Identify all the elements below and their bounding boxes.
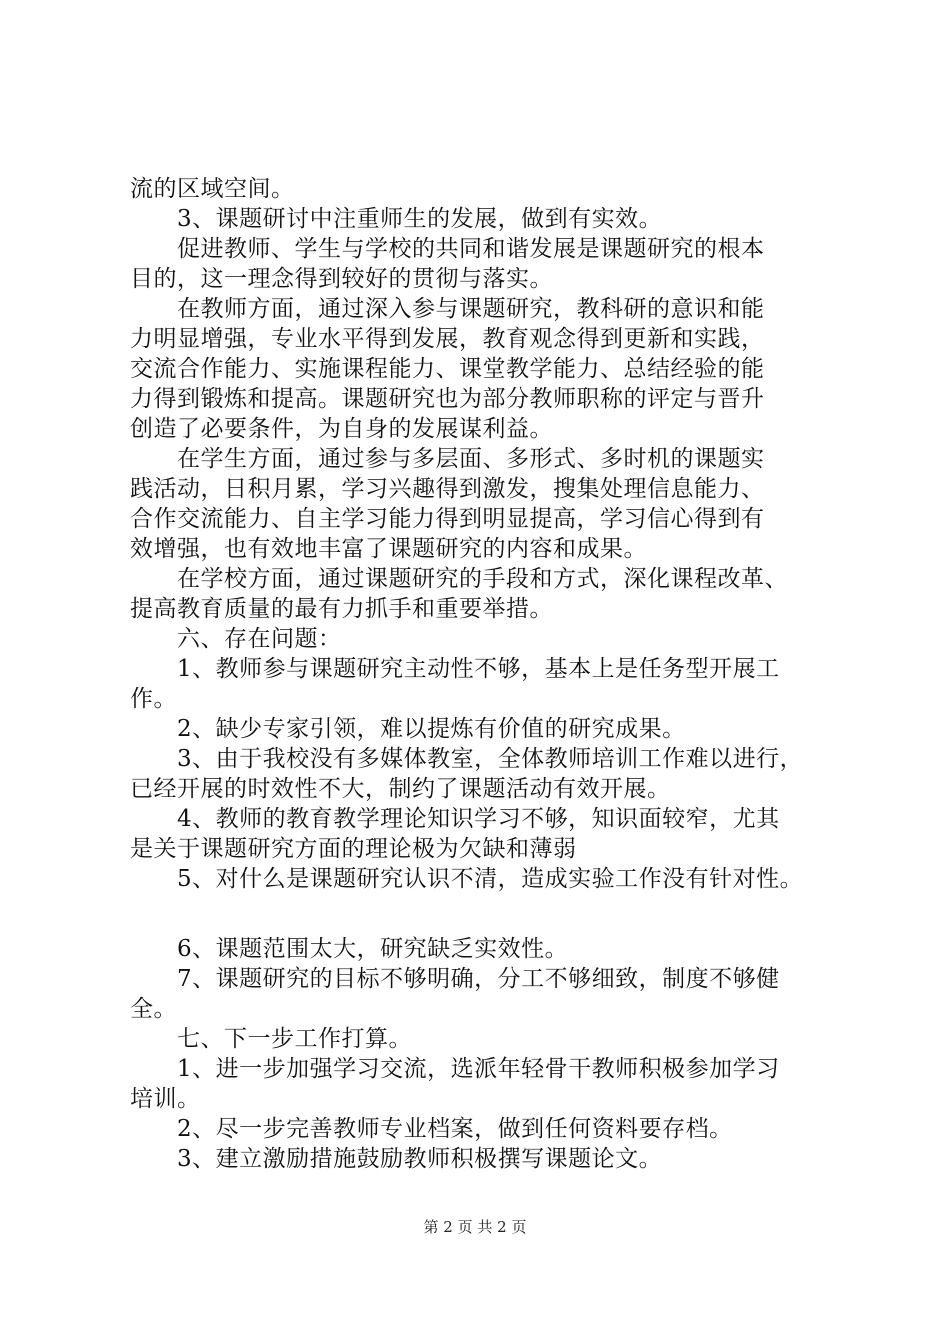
text-line: 7、课题研究的目标不够明确，分工不够细致，制度不够健 (130, 966, 780, 992)
text-line: 交流合作能力、实施课程能力、课堂教学能力、总结经验的能 (130, 356, 765, 382)
text-line: 3、由于我校没有多媒体教室，全体教师培训工作难以进行， (130, 746, 804, 772)
text-line: 6、课题范围太大，研究缺乏实效性。 (130, 936, 569, 962)
text-line: 力明显增强，专业水平得到发展，教育观念得到更新和实践， (130, 326, 765, 352)
text-line: 六、存在问题： (130, 626, 342, 652)
text-line: 七、下一步工作打算。 (130, 1026, 412, 1052)
text-line: 1、教师参与课题研究主动性不够，基本上是任务型开展工 (130, 656, 780, 682)
text-line: 效增强，也有效地丰富了课题研究的内容和成果。 (130, 536, 647, 562)
text-line: 3、课题研讨中注重师生的发展，做到有实效。 (130, 206, 663, 232)
text-line: 在教师方面，通过深入参与课题研究，教科研的意识和能 (130, 296, 765, 322)
text-line: 是关于课题研究方面的理论极为欠缺和薄弱 (130, 836, 577, 862)
page-number-footer: 第 2 页 共 2 页 (423, 1218, 527, 1236)
text-line: 1、进一步加强学习交流，选派年轻骨干教师积极参加学习 (130, 1056, 780, 1082)
text-line: 促进教师、学生与学校的共同和谐发展是课题研究的根本 (130, 236, 765, 262)
text-line: 践活动，日积月累，学习兴趣得到激发，搜集处理信息能力、 (130, 476, 765, 502)
text-line: 力得到锻炼和提高。课题研究也为部分教师职称的评定与晋升 (130, 386, 765, 412)
text-line: 流的区域空间。 (130, 176, 295, 202)
text-line: 已经开展的时效性不大，制约了课题活动有效开展。 (130, 776, 671, 802)
text-line: 提高教育质量的最有力抓手和重要举措。 (130, 596, 553, 622)
text-line: 3、建立激励措施鼓励教师积极撰写课题论文。 (130, 1146, 663, 1172)
text-line: 在学校方面，通过课题研究的手段和方式，深化课程改革、 (130, 566, 788, 592)
text-line: 培训。 (130, 1086, 201, 1112)
text-line: 全。 (130, 996, 177, 1022)
text-line: 5、对什么是课题研究认识不清，造成实验工作没有针对性。 (130, 866, 804, 892)
text-line: 合作交流能力、自主学习能力得到明显提高，学习信心得到有 (130, 506, 765, 532)
text-line: 目的，这一理念得到较好的贯彻与落实。 (130, 266, 553, 292)
text-line: 在学生方面，通过参与多层面、多形式、多时机的课题实 (130, 446, 765, 472)
text-line: 2、尽一步完善教师专业档案，做到任何资料要存档。 (130, 1116, 733, 1142)
text-line: 2、缺少专家引领，难以提炼有价值的研究成果。 (130, 716, 686, 742)
text-line: 创造了必要条件，为自身的发展谋利益。 (130, 416, 553, 442)
text-line: 4、教师的教育教学理论知识学习不够，知识面较窄，尤其 (130, 806, 780, 832)
text-line: 作。 (130, 686, 177, 712)
